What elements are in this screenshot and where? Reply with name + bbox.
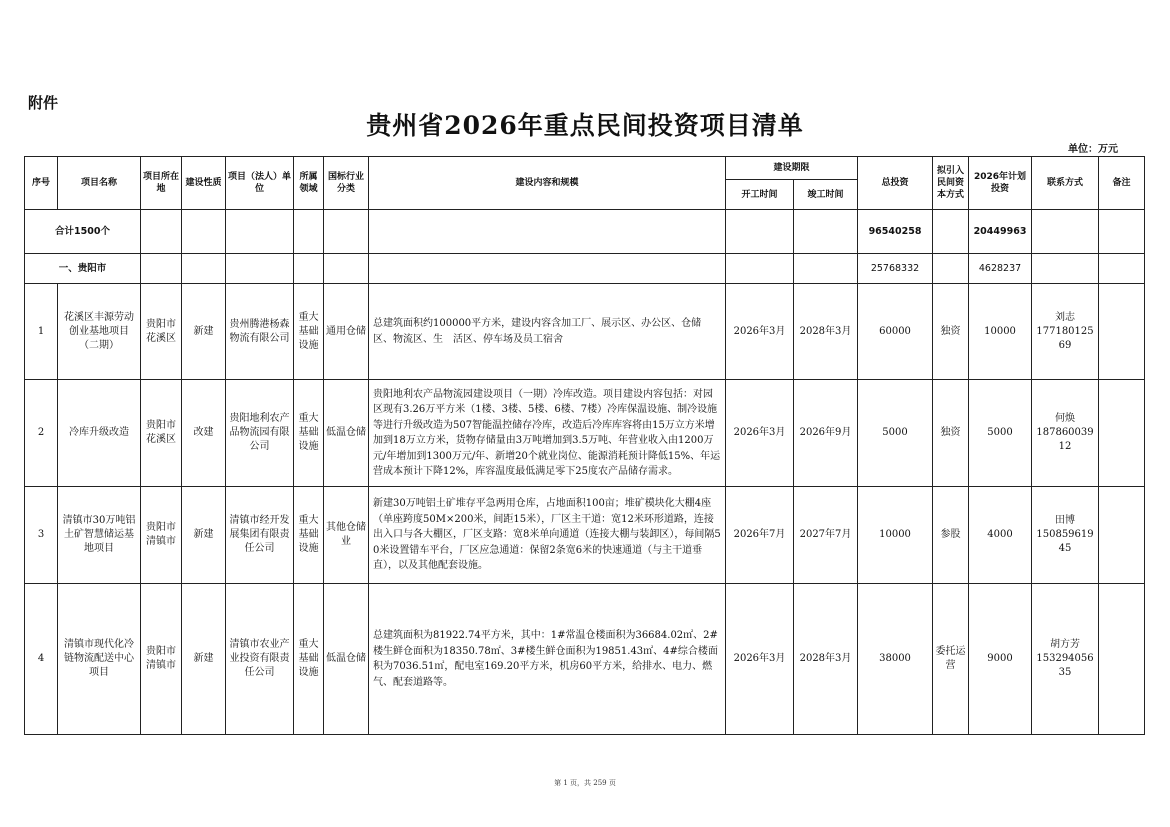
- row-field: 重大基础设施: [294, 487, 324, 584]
- row-end: 2028年3月: [794, 584, 858, 735]
- row-remark: [1099, 584, 1145, 735]
- row-remark: [1099, 487, 1145, 584]
- row-plan: 4000: [969, 487, 1032, 584]
- row-contact: [1032, 584, 1099, 735]
- col-period: 建设期限: [726, 157, 858, 180]
- col-content: 建设内容和规模: [369, 157, 726, 210]
- row-remark: [1099, 284, 1145, 380]
- col-industry: 国标行业分类: [324, 157, 369, 210]
- row-unit: 贵阳地利农产品物流园有限公司: [226, 380, 294, 487]
- contact-phone: 17718012569: [1036, 325, 1094, 351]
- row-end: 2028年3月: [794, 284, 858, 380]
- row-contact: [1032, 487, 1099, 584]
- row-field: 重大基础设施: [294, 584, 324, 735]
- total-label: 合计1500个: [25, 210, 141, 254]
- col-contact: 联系方式: [1032, 157, 1099, 210]
- row-location: 贵阳市花溪区: [141, 284, 182, 380]
- city-plan: 4628237: [969, 254, 1032, 284]
- col-name: 项目名称: [58, 157, 141, 210]
- city-label: 一、贵阳市: [25, 254, 141, 284]
- row-no: 4: [25, 584, 58, 735]
- row-nature: 改建: [182, 380, 226, 487]
- row-location: 贵阳市清镇市: [141, 487, 182, 584]
- city-row: [25, 254, 1145, 284]
- row-nature: 新建: [182, 584, 226, 735]
- col-end: 竣工时间: [794, 180, 858, 210]
- row-start: 2026年7月: [726, 487, 794, 584]
- row-content: 总建筑面积约100000平方米，建设内容含加工厂、展示区、办公区、仓储区、物流区、生 活区、停车场及员工宿舍: [369, 284, 726, 380]
- row-industry: 通用仓储: [324, 284, 369, 380]
- row-method: 独资: [933, 284, 969, 380]
- row-plan: 9000: [969, 584, 1032, 735]
- row-field: 重大基础设施: [294, 284, 324, 380]
- row-nature: 新建: [182, 487, 226, 584]
- table-row: [25, 584, 1145, 735]
- row-unit: 清镇市农业产业投资有限责任公司: [226, 584, 294, 735]
- total-row: [25, 210, 1145, 254]
- contact-phone: 15085961945: [1036, 529, 1094, 554]
- row-name: 冷库升级改造: [58, 380, 141, 487]
- row-name: 花溪区丰源劳动创业基地项目（二期）: [58, 284, 141, 380]
- total-investment: 96540258: [858, 210, 933, 254]
- row-total: 38000: [858, 584, 933, 735]
- row-end: 2026年9月: [794, 380, 858, 487]
- col-nature: 建设性质: [182, 157, 226, 210]
- col-plan: 2026年计划投资: [969, 157, 1032, 210]
- contact-name: 何焕: [1055, 413, 1076, 424]
- unit-label: 单位：万元: [1068, 144, 1118, 155]
- row-contact: [1032, 284, 1099, 380]
- col-field: 所属领域: [294, 157, 324, 210]
- row-content: 贵阳地利农产品物流园建设项目（一期）冷库改造。项目建设内容包括：对园区现有3.26万平方米（1楼、3楼、5楼、6楼、7楼）冷库保温设施、制冷设施等进行升级改造为507智能温控储存冷库，改造后冷库库容将由15万立方米增加到18万立方米，货物存储量由3万吨增加到3.5万吨、年营业收入由1200万元/年增加到1300万元/年、新增20个就业岗位、能源消耗预计降低15%、年运营成本预计下降12%，库容温度最低满足零下25度农产品储存需求。: [369, 380, 726, 487]
- page-title: 贵州省2026年重点民间投资项目清单: [366, 111, 804, 140]
- row-industry: 低温仓储: [324, 584, 369, 735]
- row-start: 2026年3月: [726, 284, 794, 380]
- row-end: 2027年7月: [794, 487, 858, 584]
- row-no: 3: [25, 487, 58, 584]
- col-start: 开工时间: [726, 180, 794, 210]
- header-row-1: [25, 157, 1145, 180]
- table-row: [25, 380, 1145, 487]
- row-location: 贵阳市花溪区: [141, 380, 182, 487]
- contact-phone: 15329405635: [1036, 653, 1094, 678]
- table-row: [25, 284, 1145, 380]
- col-method: 拟引入民间资本方式: [933, 157, 969, 210]
- page-footer: 第 1 页，共 259 页: [554, 779, 616, 787]
- row-total: 5000: [858, 380, 933, 487]
- row-no: 1: [25, 284, 58, 380]
- row-unit: 贵州腾港杨森物流有限公司: [226, 284, 294, 380]
- row-field: 重大基础设施: [294, 380, 324, 487]
- row-content: 总建筑面积为81922.74平方米，其中：1#常温仓楼面积为36684.02㎡、2#楼生鲜仓面积为18350.78㎡、3#楼生鲜仓面积为19851.43㎡、4#综合楼面积为7036.51㎡，配电室169.20平方米，机房60平方米，给排水、电力、燃气、配套道路等。: [369, 584, 726, 735]
- row-location: 贵阳市清镇市: [141, 584, 182, 735]
- row-method: 独资: [933, 380, 969, 487]
- row-name: 清镇市现代化冷链物流配送中心项目: [58, 584, 141, 735]
- contact-phone: 18786003912: [1036, 427, 1094, 452]
- row-start: 2026年3月: [726, 584, 794, 735]
- row-plan: 5000: [969, 380, 1032, 487]
- row-industry: 低温仓储: [324, 380, 369, 487]
- row-method: 参股: [933, 487, 969, 584]
- attachment-label: 附件: [28, 94, 59, 112]
- contact-name: 刘志: [1055, 311, 1076, 323]
- row-plan: 10000: [969, 284, 1032, 380]
- row-total: 10000: [858, 487, 933, 584]
- row-nature: 新建: [182, 284, 226, 380]
- row-start: 2026年3月: [726, 380, 794, 487]
- row-total: 60000: [858, 284, 933, 380]
- row-contact: [1032, 380, 1099, 487]
- project-table: [24, 156, 1145, 735]
- col-total: 总投资: [858, 157, 933, 210]
- row-industry: 其他仓储业: [324, 487, 369, 584]
- total-plan: 20449963: [969, 210, 1032, 254]
- contact-name: 田博: [1055, 515, 1076, 526]
- city-total: 25768332: [858, 254, 933, 284]
- contact-name: 胡方芳: [1050, 639, 1081, 650]
- row-remark: [1099, 380, 1145, 487]
- row-method: 委托运营: [933, 584, 969, 735]
- row-unit: 清镇市经开发展集团有限责任公司: [226, 487, 294, 584]
- col-no: 序号: [25, 157, 58, 210]
- col-remark: 备注: [1099, 157, 1145, 210]
- row-name: 清镇市30万吨铝土矿智慧储运基地项目: [58, 487, 141, 584]
- col-location: 项目所在地: [141, 157, 182, 210]
- col-unit: 项目（法人）单位: [226, 157, 294, 210]
- row-content: 新建30万吨铝土矿堆存平急两用仓库，占地面积100亩；堆矿模块化大棚4座（单座跨度50M×200米，间距15米），厂区主干道：宽12米环形道路，连接出入口与各大棚区，厂区支路：宽8米单向通道（连接大棚与装卸区），每间隔50米设置错车平台，厂区应急通道：保留2条宽6米的快速通道（与主干道垂直），以及其他配套设施。: [369, 487, 726, 584]
- table-row: [25, 487, 1145, 584]
- row-no: 2: [25, 380, 58, 487]
